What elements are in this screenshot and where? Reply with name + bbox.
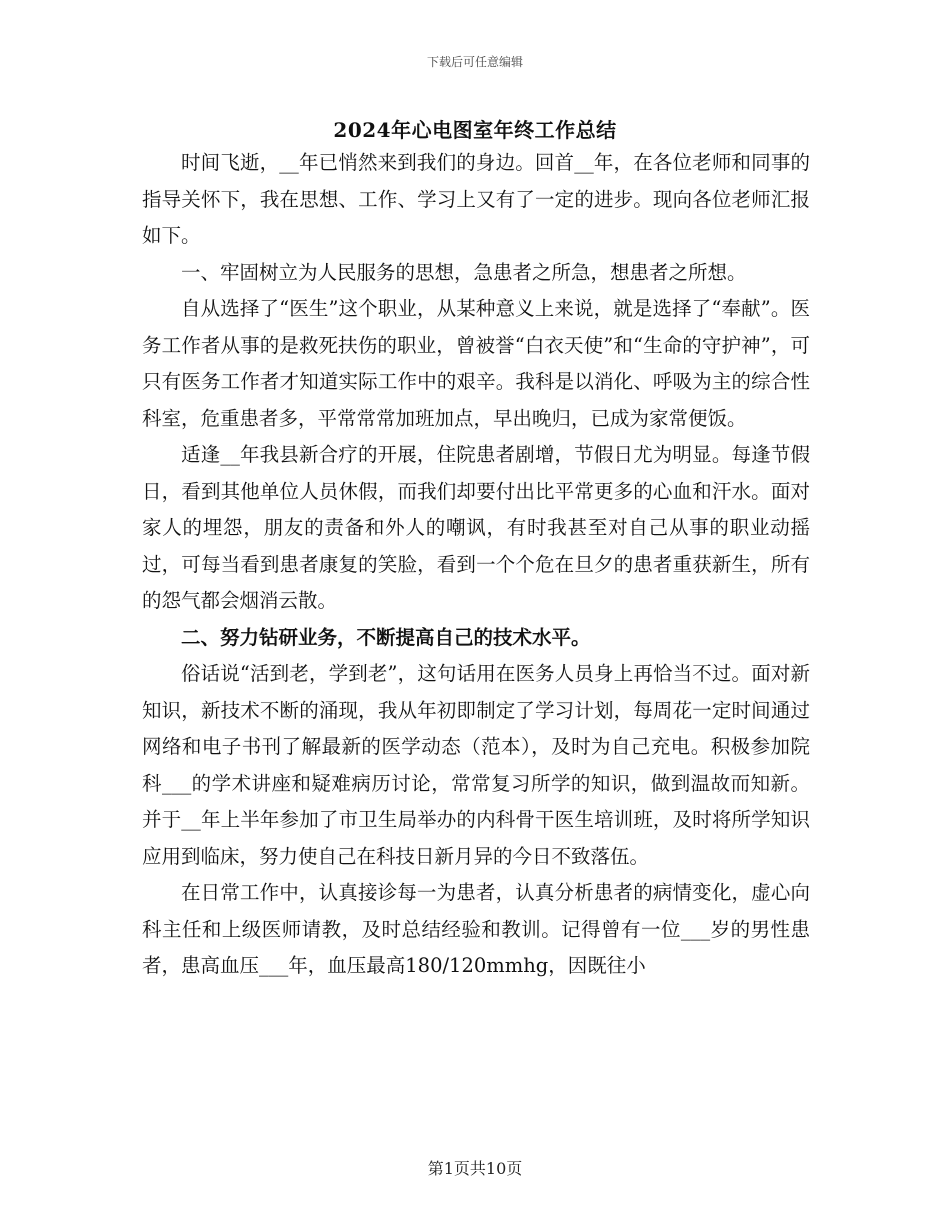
document-body bbox=[142, 145, 810, 985]
paragraph-holidays: 适逢__年我县新合疗的开展，住院患者剧增，节假日尤为明显。每逢节假日，看到其他单位人员休假，而我们却要付出比平常更多的心血和汗水。面对家人的埋怨，朋友的责备和外人的嘲讽，有时我甚至对自己从事的职业动摇过，可每当看到患者康复的笑脸，看到一个个危在旦夕的患者重获新生，所有的怨气都会烟消云散。 bbox=[142, 443, 810, 612]
page-number: 第1页共10页 bbox=[427, 1159, 523, 1178]
section-heading-2: 二、努力钻研业务，不断提高自己的技术水平。 bbox=[181, 625, 591, 649]
section-heading-1: 一、牢固树立为人民服务的思想，急患者之所急，想患者之所想。 bbox=[181, 260, 747, 284]
paragraph-daily-work: 在日常工作中，认真接诊每一为患者，认真分析患者的病情变化，虚心向科主任和上级医师请教，及时总结经验和教训。记得曾有一位___岁的男性患者，患高血压___年，血压最高180/120mmhg，因既往小 bbox=[142, 881, 810, 977]
paragraph-intro: 时间飞逝，__年已悄然来到我们的身边。回首__年，在各位老师和同事的指导关怀下，我在思想、工作、学习上又有了一定的进步。现向各位老师汇报如下。 bbox=[142, 151, 810, 247]
paragraph-learning: 俗话说“活到老，学到老”，这句话用在医务人员身上再恰当不过。面对新知识，新技术不断的涌现，我从年初即制定了学习计划，每周花一定时间通过网络和电子书刊了解最新的医学动态（范本），及时为自己充电。积极参加院科___的学术讲座和疑难病历讨论，常常复习所学的知识，做到温故而知新。并于__年上半年参加了市卫生局举办的内科骨干医生培训班，及时将所学知识应用到临床，努力使自己在科技日新月异的今日不致落伍。 bbox=[142, 662, 810, 868]
page-header-note: 下载后可任意编辑 bbox=[426, 55, 523, 69]
document-title: 2024年心电图室年终工作总结 bbox=[333, 118, 617, 142]
paragraph-dedication: 自从选择了“医生”这个职业，从某种意义上来说，就是选择了“奉献”。医务工作者从事的是救死扶伤的职业，曾被誉“白衣天使”和“生命的守护神”，可只有医务工作者才知道实际工作中的艰辛。我科是以消化、呼吸为主的综合性科室，危重患者多，平常常常加班加点，早出晚归，已成为家常便饭。 bbox=[142, 297, 810, 430]
